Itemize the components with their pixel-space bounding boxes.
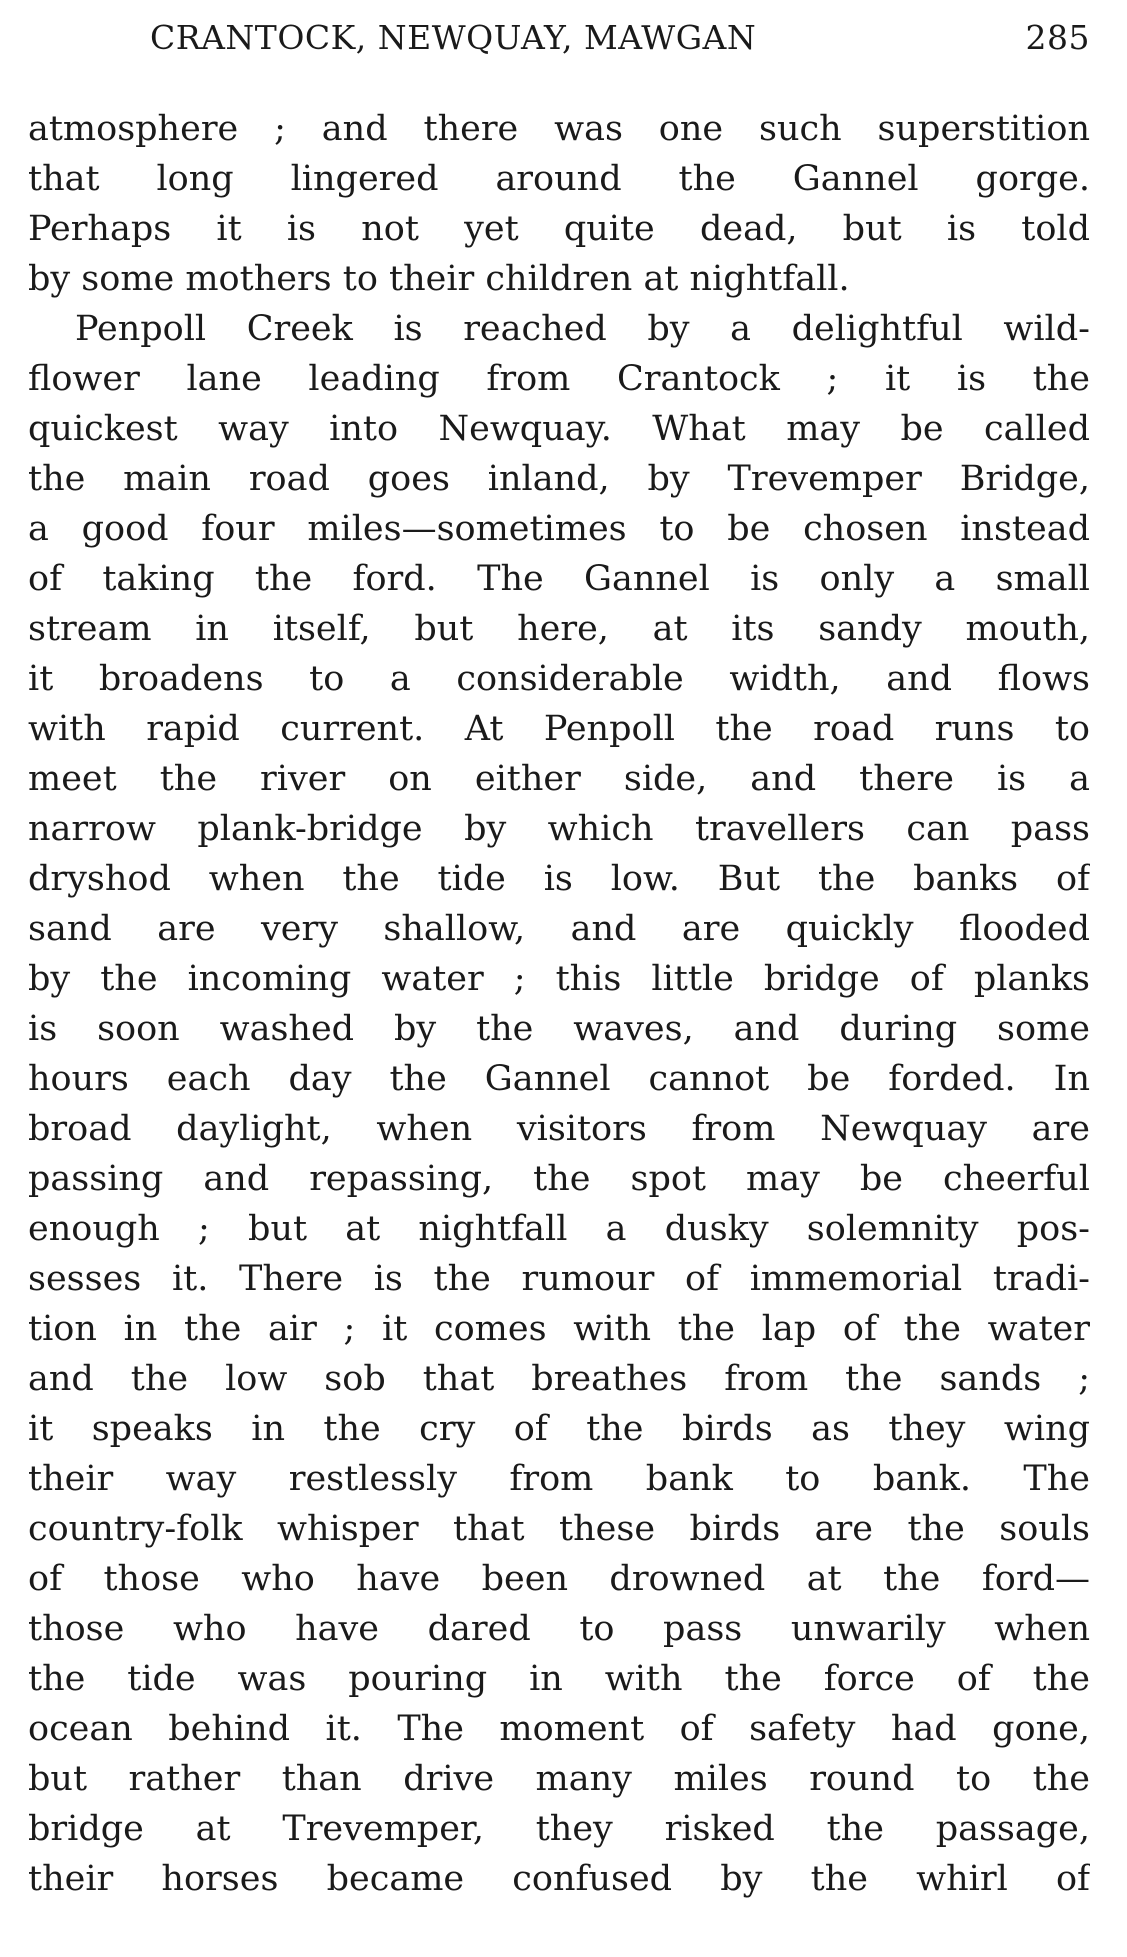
text-line: it broadens to a considerable width, and flows [28, 659, 1090, 699]
text-line: but rather than drive many miles round to the [28, 1759, 1090, 1799]
text-line: country-folk whisper that these birds are the souls [28, 1509, 1090, 1549]
text-line: quickest way into Newquay. What may be called [28, 409, 1090, 449]
text-line: that long lingered around the Gannel gorge. [28, 159, 1090, 199]
text-line: is soon washed by the waves, and during some [28, 1009, 1090, 1049]
text-line: their horses became confused by the whirl of [28, 1859, 1090, 1899]
text-line: sand are very shallow, and are quickly flooded [28, 909, 1090, 949]
text-line: hours each day the Gannel cannot be forded. In [28, 1059, 1090, 1099]
page-number: 285 [1025, 18, 1090, 57]
text-line: those who have dared to pass unwarily when [28, 1609, 1090, 1649]
text-line: and the low sob that breathes from the sands ; [28, 1359, 1090, 1399]
text-line: sesses it. There is the rumour of immemorial tradi- [28, 1259, 1090, 1299]
running-head [150, 14, 1090, 62]
text-line: meet the river on either side, and there is a [28, 759, 1090, 799]
text-line: narrow plank-bridge by which travellers can pass [28, 809, 1090, 849]
text-line: bridge at Trevemper, they risked the passage, [28, 1809, 1090, 1849]
paragraph-first-line: Penpoll Creek is reached by a delightful wild- [75, 309, 1090, 349]
text-line: their way restlessly from bank to bank. The [28, 1459, 1090, 1499]
text-line: enough ; but at nightfall a dusky solemnity pos- [28, 1209, 1090, 1249]
text-line: with rapid current. At Penpoll the road runs to [28, 709, 1090, 749]
text-line: of those who have been drowned at the ford— [28, 1559, 1090, 1599]
text-line: it speaks in the cry of the birds as they wing [28, 1409, 1090, 1449]
text-line: tion in the air ; it comes with the lap of the water [28, 1309, 1090, 1349]
text-line: the main road goes inland, by Trevemper Bridge, [28, 459, 1090, 499]
text-line: passing and repassing, the spot may be cheerful [28, 1159, 1090, 1199]
text-line: atmosphere ; and there was one such superstition [28, 109, 1090, 149]
text-line: ocean behind it. The moment of safety had gone, [28, 1709, 1090, 1749]
body-text [28, 104, 1090, 1904]
text-line: flower lane leading from Crantock ; it is the [28, 359, 1090, 399]
text-line: broad daylight, when visitors from Newquay are [28, 1109, 1090, 1149]
text-line: dryshod when the tide is low. But the banks of [28, 859, 1090, 899]
text-line: by the incoming water ; this little bridge of planks [28, 959, 1090, 999]
text-line: stream in itself, but here, at its sandy mouth, [28, 609, 1090, 649]
text-line: of taking the ford. The Gannel is only a small [28, 559, 1090, 599]
text-line: the tide was pouring in with the force of the [28, 1659, 1090, 1699]
text-line: by some mothers to their children at nightfall. [28, 259, 850, 299]
text-line: a good four miles—sometimes to be chosen instead [28, 509, 1090, 549]
chapter-title: CRANTOCK, NEWQUAY, MAWGAN [150, 18, 757, 57]
text-line: Perhaps it is not yet quite dead, but is told [28, 209, 1090, 249]
